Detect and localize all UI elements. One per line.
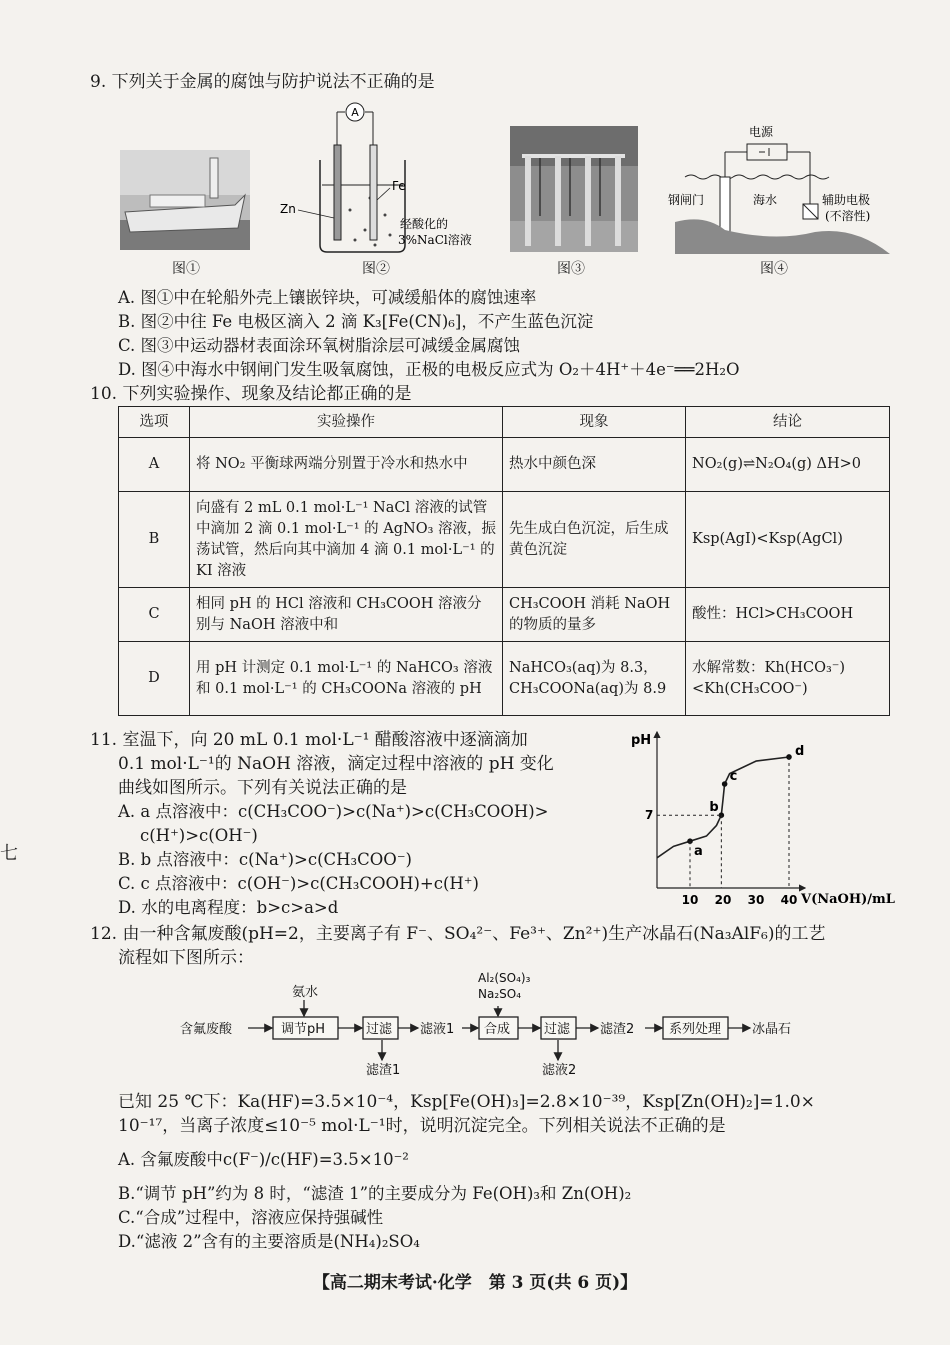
fig4-impressed-current-diagram [665,122,890,254]
flow-ammonia: 氨水 [292,985,319,1000]
aux-electrode-label: 辅助电极 [822,193,871,207]
q10-stem: 10. 下列实验操作、现象及结论都正确的是 [90,384,412,404]
flow-filter2: 过滤 [544,1022,571,1037]
flow-product: 冰晶石 [752,1022,792,1037]
zn-label: Zn [280,202,296,216]
fig2-electrochemical-cell [280,100,480,255]
q12-stem-1: 12. 由一种含氟废酸(pH=2，主要离子有 F⁻、SO₄²⁻、Fe³⁺、Zn²⁺)生产冰晶石(Na₃AlF₆)的工艺 [90,924,826,944]
cell-operation: 用 pH 计测定 0.1 mol·L⁻¹ 的 NaHCO₃ 溶液和 0.1 mol·L⁻¹ 的 CH₃COONa 溶液的 pH [190,642,503,716]
x-tick-label: 40 [780,893,798,907]
q11-stem-2: 0.1 mol·L⁻¹的 NaOH 溶液，滴定过程中溶液的 pH 变化 [118,754,554,774]
flow-filter1: 过滤 [366,1022,393,1037]
cell-conclusion: 水解常数：Kh(HCO₃⁻)<Kh(CH₃COO⁻) [686,642,890,716]
y-axis-label: pH [631,733,652,748]
flow-process: 系列处理 [669,1022,722,1037]
q10-table [118,406,890,716]
q12-option-c: C.“合成”过程中，溶液应保持强碱性 [118,1208,384,1227]
flow-adjust-ph: 调节pH [281,1022,326,1037]
table-row [119,642,890,716]
solution-label-2: 3%NaCl溶液 [398,233,472,247]
q9-option-d: D. 图④中海水中钢闸门发生吸氧腐蚀，正极的电极反应式为 O₂＋4H⁺＋4e⁻══2H₂O [118,360,740,379]
point-label-a: a [694,844,703,860]
aux-electrode-note: (不溶性) [825,209,871,223]
point-label-b: b [709,800,719,816]
cell-option: A [119,438,190,492]
flow-liquid1: 滤液1 [420,1022,455,1037]
fe-label: Fe [392,179,406,193]
flow-residue1: 滤渣1 [366,1063,401,1078]
q9-option-b: B. 图②中往 Fe 电极区滴入 2 滴 K₃[Fe(CN)₆]，不产生蓝色沉淀 [118,312,594,331]
cell-phenomenon: NaHCO₃(aq)为 8.3，CH₃COONa(aq)为 8.9 [503,642,686,716]
y-tick-label: 7 [645,808,654,823]
q12-known-2: 10⁻¹⁷，当离子浓度≤10⁻⁵ mol·L⁻¹时，说明沉淀完全。下列相关说法不正确的是 [118,1116,726,1136]
cell-operation: 向盛有 2 mL 0.1 mol·L⁻¹ NaCl 溶液的试管中滴加 2 滴 0.1 mol·L⁻¹ 的 AgNO₃ 溶液，振荡试管，然后向其中滴加 4 滴 0.1 mol·L⁻¹ 的 KI 溶液 [190,492,503,588]
sea-label: 海水 [753,193,778,207]
flow-liquid2: 滤液2 [542,1063,577,1078]
flow-residue2: 滤渣2 [600,1022,635,1037]
q12-option-d: D.“滤液 2”含有的主要溶质是(NH₄)₂SO₄ [118,1232,420,1251]
q12-known-1: 已知 25 ℃下：Ka(HF)=3.5×10⁻⁴，Ksp[Fe(OH)₃]=2.8×10⁻³⁹，Ksp[Zn(OH)₂]=1.0× [118,1092,815,1112]
flow-start: 含氟废酸 [180,1022,233,1037]
fig4-caption: 图④ [760,261,788,277]
q12-stem-2: 流程如下图所示： [118,948,254,968]
flow-reagent-al: Al₂(SO₄)₃ [478,971,531,985]
q12-option-a: A. 含氟废酸中c(F⁻)/c(HF)=3.5×10⁻² [118,1150,409,1169]
cell-conclusion: NO₂(g)⇌N₂O₄(g) ΔH>0 [686,438,890,492]
table-row [119,492,890,588]
power-label: 电源 [749,125,774,139]
fig2-caption: 图② [362,261,390,277]
process-flow-diagram [180,968,830,1080]
table-row [119,588,890,642]
header-conclusion: 结论 [686,407,890,438]
x-tick-label: 20 [714,893,732,907]
q9-option-c: C. 图③中运动器材表面涂环氧树脂涂层可减缓金属腐蚀 [118,336,521,355]
point-c [722,781,728,787]
x-axis-label: V(NaOH)/mL [801,892,895,907]
ammeter-label: A [351,106,359,119]
cell-phenomenon: 热水中颜色深 [503,438,686,492]
gate-label: 钢闸门 [668,193,705,207]
q9-stem: 9. 下列关于金属的腐蚀与防护说法不正确的是 [90,72,435,92]
fig1-caption: 图① [172,261,200,277]
fig3-caption: 图③ [557,261,585,277]
q11-option-b: B. b 点溶液中：c(Na⁺)>c(CH₃COO⁻) [118,850,412,869]
cell-phenomenon: 先生成白色沉淀，后生成黄色沉淀 [503,492,686,588]
page-footer: 【高二期末考试·化学 第 3 页(共 6 页)】 [312,1273,638,1293]
solution-label-1: 经酸化的 [400,217,449,231]
x-tick-label: 30 [747,893,765,907]
q11-option-c: C. c 点溶液中：c(OH⁻)>c(CH₃COOH)+c(H⁺) [118,874,479,893]
cell-phenomenon: CH₃COOH 消耗 NaOH 的物质的量多 [503,588,686,642]
cell-conclusion: Ksp(AgI)<Ksp(AgCl) [686,492,890,588]
header-operation: 实验操作 [190,407,503,438]
titration-chart [625,728,900,910]
q11-stem-1: 11. 室温下，向 20 mL 0.1 mol·L⁻¹ 醋酸溶液中逐滴滴加 [90,730,528,750]
cell-option: C [119,588,190,642]
cell-operation: 将 NO₂ 平衡球两端分别置于冷水和热水中 [190,438,503,492]
cell-option: D [119,642,190,716]
point-label-c: c [729,769,738,784]
fig3-equipment-photo [510,126,638,252]
flow-synth: 合成 [484,1022,511,1037]
margin-char: 七 [0,843,18,864]
cell-conclusion: 酸性：HCl>CH₃COOH [686,588,890,642]
table-row [119,438,890,492]
x-tick-label: 10 [681,893,699,907]
flow-reagent-na: Na₂SO₄ [478,987,522,1001]
cell-operation: 相同 pH 的 HCl 溶液和 CH₃COOH 溶液分别与 NaOH 溶液中和 [190,588,503,642]
q11-option-d: D. 水的电离程度：b>c>a>d [118,898,339,917]
q11-option-a: A. a 点溶液中：c(CH₃COO⁻)>c(Na⁺)>c(CH₃COOH)> [118,802,549,821]
q11-option-a-cont: c(H⁺)>c(OH⁻) [140,826,258,845]
q12-option-b: B.“调节 pH”约为 8 时，“滤渣 1”的主要成分为 Fe(OH)₃和 Zn(OH)₂ [118,1184,632,1203]
point-label-d: d [795,743,805,759]
ph-curve [657,757,789,858]
q9-option-a: A. 图①中在轮船外壳上镶嵌锌块，可减缓船体的腐蚀速率 [118,288,537,307]
q11-stem-3: 曲线如图所示。下列有关说法正确的是 [118,778,407,798]
fig1-ship-photo [120,150,250,250]
cell-option: B [119,492,190,588]
header-phenomenon: 现象 [503,407,686,438]
table-header-row [119,407,890,438]
header-option: 选项 [119,407,190,438]
